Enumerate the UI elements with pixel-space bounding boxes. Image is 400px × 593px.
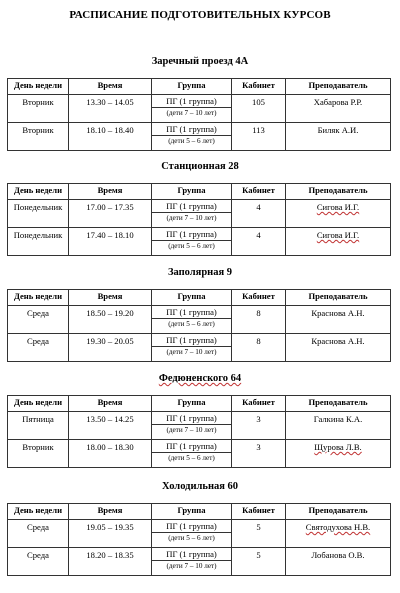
table-row xyxy=(8,306,391,334)
location-title: Заречный проезд 4А xyxy=(151,56,249,67)
table-header-row xyxy=(8,290,391,306)
cell-time xyxy=(69,412,152,440)
cell-teacher xyxy=(286,520,391,548)
cell-room xyxy=(232,95,286,123)
cell-day xyxy=(8,95,69,123)
cell-group xyxy=(152,440,232,468)
group-age: (дети 5 – 6 лет) xyxy=(152,240,231,252)
cell-time xyxy=(69,520,152,548)
header-time: Время xyxy=(69,290,152,306)
cell-room xyxy=(232,440,286,468)
cell-room-text: 113 xyxy=(252,125,265,135)
header-day: День недели xyxy=(8,184,69,200)
header-time: Время xyxy=(69,504,152,520)
cell-day xyxy=(8,412,69,440)
cell-room-text: 3 xyxy=(256,414,261,424)
header-teacher: Преподаватель xyxy=(286,290,391,306)
header-teacher: Преподаватель xyxy=(286,396,391,412)
group-age: (дети 5 – 6 лет) xyxy=(152,532,231,544)
cell-teacher-text: Сигова И.Г. xyxy=(316,202,360,212)
cell-time xyxy=(69,334,152,362)
cell-time-text: 13.30 – 14.05 xyxy=(86,97,134,107)
cell-day xyxy=(8,123,69,151)
cell-time-text: 18.00 – 18.30 xyxy=(86,442,134,452)
location-section xyxy=(0,480,400,570)
group-name: ПГ (1 группа) xyxy=(166,549,217,559)
header-room: Кабинет xyxy=(232,290,286,306)
cell-room-text: 8 xyxy=(256,308,261,318)
header-time: Время xyxy=(69,79,152,95)
group-name: ПГ (1 группа) xyxy=(166,441,217,451)
location-section xyxy=(0,160,400,250)
location-section xyxy=(0,55,400,145)
cell-time xyxy=(69,200,152,228)
cell-group xyxy=(152,228,232,256)
table-row xyxy=(8,548,391,576)
cell-room xyxy=(232,306,286,334)
cell-teacher xyxy=(286,123,391,151)
group-age: (дети 7 – 10 лет) xyxy=(152,212,231,224)
cell-teacher xyxy=(286,548,391,576)
header-day: День недели xyxy=(8,79,69,95)
schedule-table xyxy=(7,503,391,576)
cell-day-text: Вторник xyxy=(22,97,54,107)
document-title: РАСПИСАНИЕ ПОДГОТОВИТЕЛЬНЫХ КУРСОВ xyxy=(69,9,331,21)
table-header-row xyxy=(8,184,391,200)
header-group: Группа xyxy=(152,396,232,412)
table-row xyxy=(8,123,391,151)
table-header-row xyxy=(8,79,391,95)
cell-day xyxy=(8,440,69,468)
header-day: День недели xyxy=(8,504,69,520)
header-day: День недели xyxy=(8,290,69,306)
cell-teacher xyxy=(286,412,391,440)
cell-time xyxy=(69,228,152,256)
cell-teacher xyxy=(286,306,391,334)
location-title: Холодильная 60 xyxy=(161,481,239,492)
header-group: Группа xyxy=(152,290,232,306)
table-row xyxy=(8,412,391,440)
cell-day-text: Среда xyxy=(27,550,49,560)
group-name: ПГ (1 группа) xyxy=(166,229,217,239)
location-section xyxy=(0,266,400,356)
cell-room xyxy=(232,520,286,548)
cell-teacher xyxy=(286,200,391,228)
group-age: (дети 5 – 6 лет) xyxy=(152,318,231,330)
table-row xyxy=(8,95,391,123)
cell-teacher xyxy=(286,440,391,468)
cell-day-text: Среда xyxy=(27,336,49,346)
cell-room xyxy=(232,123,286,151)
table-header-row xyxy=(8,396,391,412)
cell-time xyxy=(69,548,152,576)
table-row xyxy=(8,520,391,548)
header-teacher: Преподаватель xyxy=(286,504,391,520)
cell-teacher-text: Галкина К.А. xyxy=(313,414,363,424)
group-name: ПГ (1 группа) xyxy=(166,96,217,106)
cell-teacher xyxy=(286,334,391,362)
group-age: (дети 7 – 10 лет) xyxy=(152,346,231,358)
cell-room xyxy=(232,548,286,576)
group-age: (дети 5 – 6 лет) xyxy=(152,135,231,147)
cell-group xyxy=(152,412,232,440)
location-title: Федюненского 64 xyxy=(158,373,242,384)
schedule-table xyxy=(7,395,391,468)
cell-time-text: 13.50 – 14.25 xyxy=(86,414,134,424)
table-row xyxy=(8,228,391,256)
cell-time-text: 18.20 – 18.35 xyxy=(86,550,134,560)
location-title: Заполярная 9 xyxy=(167,267,233,278)
header-room: Кабинет xyxy=(232,184,286,200)
cell-time xyxy=(69,123,152,151)
cell-day-text: Среда xyxy=(27,308,49,318)
cell-time-text: 19.05 – 19.35 xyxy=(86,522,134,532)
cell-day xyxy=(8,520,69,548)
header-day: День недели xyxy=(8,396,69,412)
location-title: Станционная 28 xyxy=(161,161,239,172)
cell-teacher-text: Краснова А.Н. xyxy=(311,308,365,318)
group-age: (дети 7 – 10 лет) xyxy=(152,424,231,436)
cell-time-text: 19.30 – 20.05 xyxy=(86,336,134,346)
cell-time-text: 18.50 – 19.20 xyxy=(86,308,134,318)
cell-group xyxy=(152,95,232,123)
schedule-table xyxy=(7,183,391,256)
group-name: ПГ (1 группа) xyxy=(166,307,217,317)
cell-day-text: Понедельник xyxy=(13,202,63,212)
cell-teacher xyxy=(286,228,391,256)
group-name: ПГ (1 группа) xyxy=(166,413,217,423)
cell-time-text: 17.40 – 18.10 xyxy=(86,230,134,240)
cell-teacher-text: Сигова И.Г. xyxy=(316,230,360,240)
cell-day xyxy=(8,228,69,256)
cell-room-text: 8 xyxy=(256,336,261,346)
schedule-table xyxy=(7,289,391,362)
cell-group xyxy=(152,520,232,548)
header-teacher: Преподаватель xyxy=(286,79,391,95)
group-name: ПГ (1 группа) xyxy=(166,124,217,134)
cell-room-text: 5 xyxy=(256,550,261,560)
cell-day-text: Вторник xyxy=(22,442,54,452)
header-room: Кабинет xyxy=(232,79,286,95)
schedule-table xyxy=(7,78,391,151)
group-age: (дети 5 – 6 лет) xyxy=(152,452,231,464)
group-age: (дети 7 – 10 лет) xyxy=(152,560,231,572)
table-row xyxy=(8,334,391,362)
cell-teacher-text: Лобанова О.В. xyxy=(311,550,365,560)
cell-time xyxy=(69,306,152,334)
cell-teacher xyxy=(286,95,391,123)
cell-room-text: 105 xyxy=(252,97,265,107)
header-group: Группа xyxy=(152,79,232,95)
header-time: Время xyxy=(69,184,152,200)
cell-day xyxy=(8,306,69,334)
cell-group xyxy=(152,306,232,334)
cell-group xyxy=(152,548,232,576)
cell-day-text: Пятница xyxy=(22,414,54,424)
cell-room xyxy=(232,334,286,362)
cell-time xyxy=(69,440,152,468)
cell-group xyxy=(152,123,232,151)
table-row xyxy=(8,200,391,228)
cell-day xyxy=(8,200,69,228)
header-teacher: Преподаватель xyxy=(286,184,391,200)
cell-group xyxy=(152,334,232,362)
cell-room-text: 4 xyxy=(256,230,261,240)
cell-room xyxy=(232,200,286,228)
table-row xyxy=(8,440,391,468)
header-group: Группа xyxy=(152,504,232,520)
cell-teacher-text: Краснова А.Н. xyxy=(311,336,365,346)
group-name: ПГ (1 группа) xyxy=(166,201,217,211)
cell-group xyxy=(152,200,232,228)
cell-day-text: Среда xyxy=(27,522,49,532)
cell-room xyxy=(232,228,286,256)
cell-time-text: 17.00 – 17.35 xyxy=(86,202,134,212)
group-name: ПГ (1 группа) xyxy=(166,521,217,531)
header-room: Кабинет xyxy=(232,396,286,412)
cell-day xyxy=(8,334,69,362)
cell-teacher-text: Биляк А.И. xyxy=(317,125,359,135)
cell-room-text: 5 xyxy=(256,522,261,532)
header-group: Группа xyxy=(152,184,232,200)
group-name: ПГ (1 группа) xyxy=(166,335,217,345)
cell-room-text: 3 xyxy=(256,442,261,452)
cell-room-text: 4 xyxy=(256,202,261,212)
cell-day-text: Понедельник xyxy=(13,230,63,240)
header-room: Кабинет xyxy=(232,504,286,520)
header-time: Время xyxy=(69,396,152,412)
cell-day xyxy=(8,548,69,576)
cell-teacher-text: Хабарова Р.Р. xyxy=(313,97,363,107)
table-header-row xyxy=(8,504,391,520)
cell-time-text: 18.10 – 18.40 xyxy=(86,125,134,135)
cell-teacher-text: Святодухова Н.В. xyxy=(305,522,371,532)
cell-teacher-text: Щурова Л.В. xyxy=(314,442,362,452)
cell-room xyxy=(232,412,286,440)
cell-day-text: Вторник xyxy=(22,125,54,135)
cell-time xyxy=(69,95,152,123)
group-age: (дети 7 – 10 лет) xyxy=(152,107,231,119)
location-section xyxy=(0,372,400,462)
